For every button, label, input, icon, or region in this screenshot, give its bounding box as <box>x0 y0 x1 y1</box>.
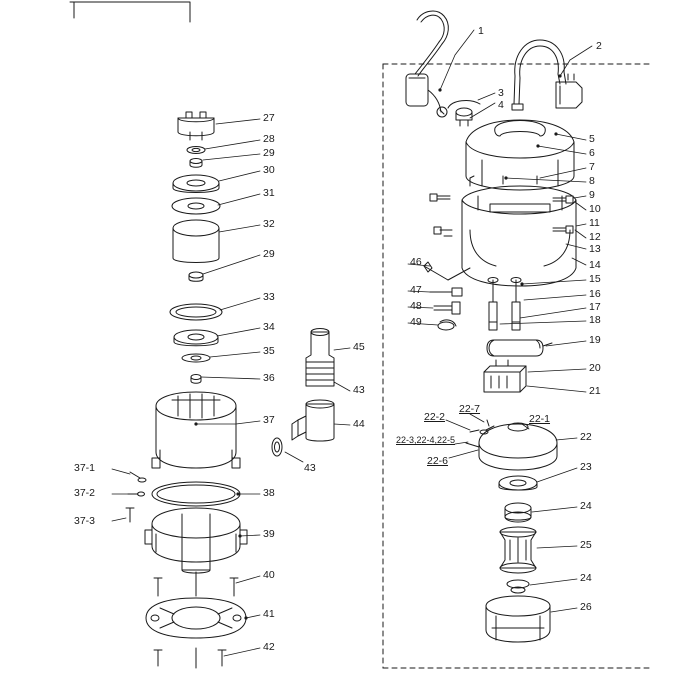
pump-chamber-22 <box>479 423 557 470</box>
callout-16: 16 <box>589 288 601 300</box>
screws-40 <box>154 572 238 596</box>
callout-46: 46 <box>410 256 422 268</box>
nut-29-lower <box>189 272 203 281</box>
callout-22: 22 <box>580 431 592 443</box>
callout-47: 47 <box>410 284 422 296</box>
volute-39 <box>145 508 247 573</box>
callout-11: 11 <box>589 217 600 229</box>
o-ring-33 <box>170 304 222 320</box>
callout-22-6: 22-6 <box>427 455 449 467</box>
screw-36 <box>191 375 201 384</box>
callout-31: 31 <box>263 187 275 199</box>
callout-41: 41 <box>263 608 275 620</box>
callout-26: 26 <box>580 601 592 613</box>
callout-9: 9 <box>589 189 595 201</box>
callout-19: 19 <box>589 334 601 346</box>
callout-49: 49 <box>410 316 422 328</box>
callout-37-2: 37-2 <box>74 487 96 499</box>
callout-2: 2 <box>596 40 602 52</box>
callout-27: 27 <box>263 112 275 124</box>
seal-24-lower <box>507 580 529 593</box>
leader-dots <box>194 74 561 619</box>
capacitor-19 <box>487 340 552 356</box>
callout-32: 32 <box>263 218 275 230</box>
disc-35 <box>182 354 210 362</box>
callout-45: 45 <box>353 341 365 353</box>
callout-43-upper: 43 <box>353 384 365 396</box>
callout-37-3: 37-3 <box>74 515 96 527</box>
callout-14: 14 <box>589 259 601 271</box>
callout-3: 3 <box>498 87 504 99</box>
callout-15: 15 <box>589 273 601 285</box>
callout-40: 40 <box>263 569 275 581</box>
callout-30: 30 <box>263 164 275 176</box>
gasket-38 <box>152 482 240 506</box>
callout-13: 13 <box>589 243 601 255</box>
o-ring-43-lower <box>272 438 282 456</box>
callout-24-upper: 24 <box>580 500 592 512</box>
cylinder-32 <box>173 220 219 263</box>
terminal-block-20-21 <box>484 360 526 392</box>
washer-23 <box>499 476 537 490</box>
callout-33: 33 <box>263 291 275 303</box>
callout-1: 1 <box>478 25 484 37</box>
callout-17: 17 <box>589 301 601 313</box>
elbow-44 <box>292 400 334 441</box>
base-plate-41 <box>146 598 246 638</box>
callout-21: 21 <box>589 385 601 397</box>
pump-body-37 <box>152 392 240 468</box>
disk-30 <box>173 175 219 193</box>
strainer-25 <box>500 527 536 573</box>
callout-29-lower: 29 <box>263 248 275 260</box>
callout-42: 42 <box>263 641 275 653</box>
callout-4: 4 <box>498 99 504 111</box>
callout-37-1: 37-1 <box>74 462 96 474</box>
callout-12: 12 <box>589 231 601 243</box>
callout-18: 18 <box>589 314 601 326</box>
callout-24-lower: 24 <box>580 572 592 584</box>
disc-34 <box>174 330 218 346</box>
callout-5: 5 <box>589 133 595 145</box>
callout-20: 20 <box>589 362 601 374</box>
power-cable-plug-2 <box>512 40 582 110</box>
small-fasteners-37x <box>126 472 146 522</box>
callout-37: 37 <box>263 414 275 426</box>
fasteners-7-13 <box>430 176 573 236</box>
callout-44: 44 <box>353 418 365 430</box>
top-cover-5 <box>466 120 574 190</box>
handle-bracket-27 <box>178 112 214 140</box>
washer-28 <box>187 147 205 154</box>
impeller-parts-22x <box>466 420 494 447</box>
callout-35: 35 <box>263 345 275 357</box>
outlet-nipple-45 <box>306 329 334 387</box>
base-cap-26 <box>486 596 550 642</box>
callout-48: 48 <box>410 300 422 312</box>
screws-42 <box>154 648 226 668</box>
callout-22-2: 22-2 <box>424 411 446 423</box>
small-parts-46-49 <box>424 262 470 330</box>
callout-43-lower: 43 <box>304 462 316 474</box>
callout-39: 39 <box>263 528 275 540</box>
callout-34: 34 <box>263 321 275 333</box>
callout-6: 6 <box>589 147 595 159</box>
callout-10: 10 <box>589 203 601 215</box>
seal-24-upper <box>505 503 531 522</box>
callout-36: 36 <box>263 372 275 384</box>
disk-31 <box>172 198 220 214</box>
corner-frame-mark <box>70 2 190 22</box>
callout-29-upper: 29 <box>263 147 275 159</box>
callout-28: 28 <box>263 133 275 145</box>
callout-7: 7 <box>589 161 595 173</box>
nut-29-upper <box>190 159 202 168</box>
callout-25: 25 <box>580 539 592 551</box>
cable-gland-3-4 <box>448 101 480 126</box>
callout-38: 38 <box>263 487 275 499</box>
callout-22-3-4-5: 22-3,22-4,22-5 <box>396 435 456 445</box>
callout-23: 23 <box>580 461 592 473</box>
callout-22-1: 22-1 <box>529 413 551 425</box>
callout-8: 8 <box>589 175 595 187</box>
callout-22-7: 22-7 <box>459 403 481 415</box>
